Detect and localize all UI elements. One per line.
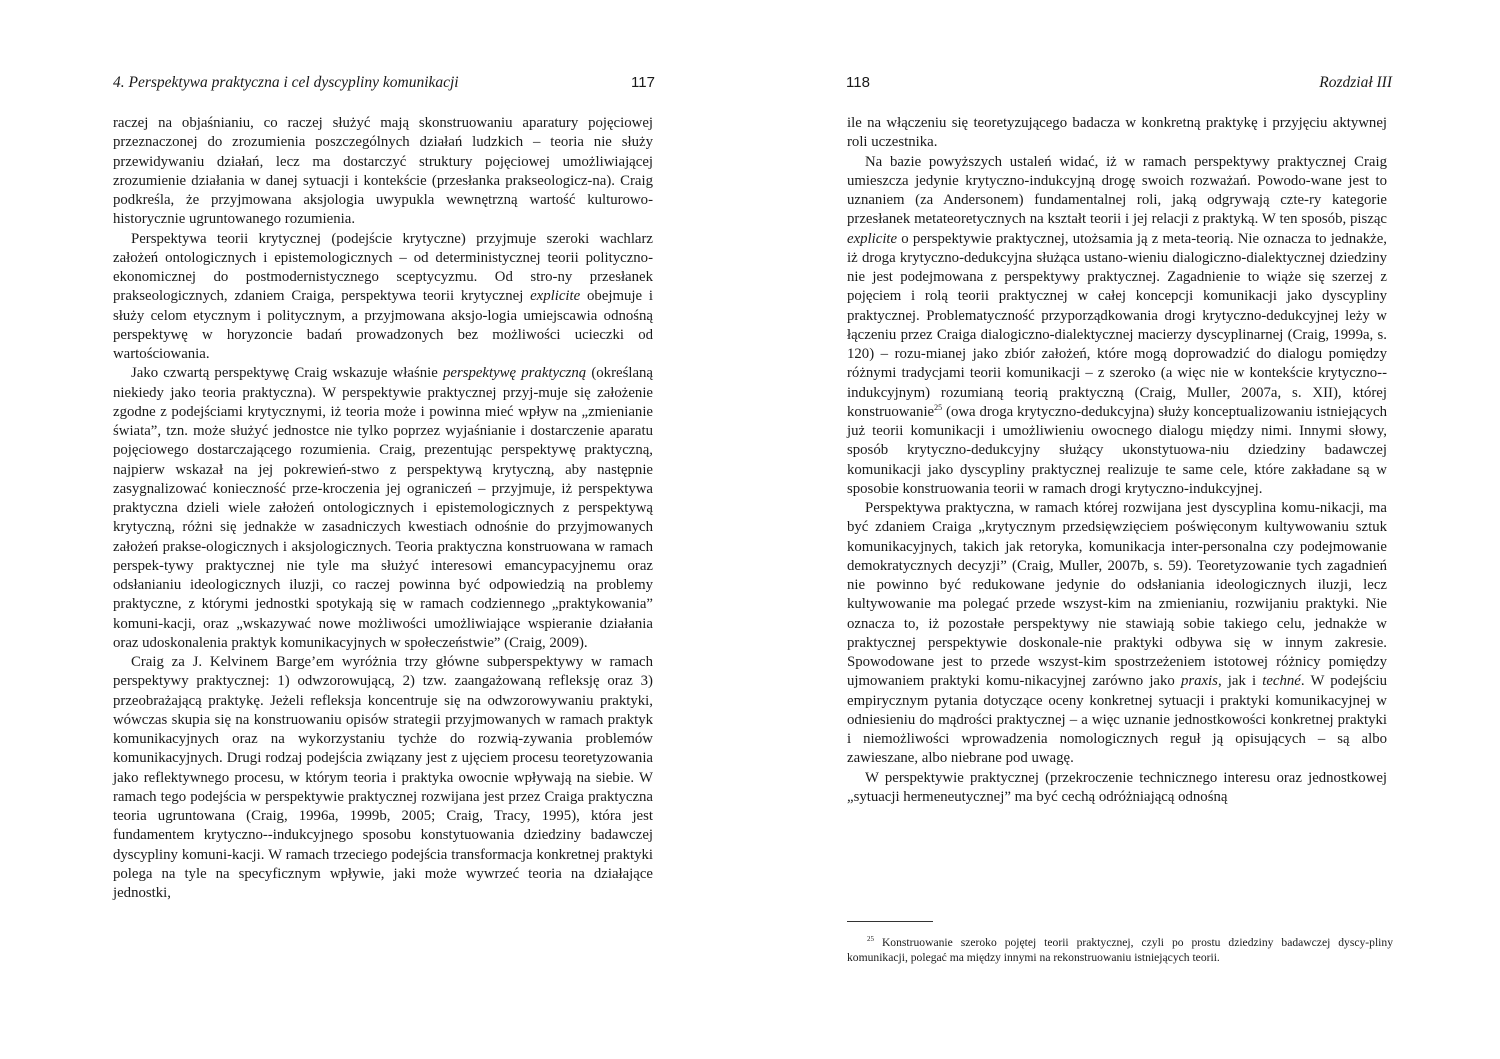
italic-text: explicite bbox=[530, 288, 581, 305]
text-run: Jako czwartą perspektywę Craig wskazuje właśnie bbox=[131, 365, 443, 382]
body-text bbox=[113, 114, 653, 903]
running-head: Rozdział III bbox=[1319, 74, 1392, 91]
text-run: ile na włączeniu się teoretyzującego badacza w konkretną praktykę i przyjęciu aktywnej roli uczestnika. bbox=[847, 115, 1387, 151]
italic-text: techné bbox=[1262, 673, 1301, 690]
text-run: Na bazie powyższych ustaleń widać, iż w ramach perspektywy praktycznej Craig umieszcza jedynie krytyczno-indukcyjną drogę swoich rozważań. Powodo-wane jest to uznaniem (za Andersonem) fundamentalnej roli, jaką odgrywają czte-ry kategorie przesłanek metateoretycznych na kształt teorii i jej relacji z praktyką. W ten sposób, pisząc bbox=[847, 153, 1387, 228]
italic-text: praxis bbox=[1180, 673, 1218, 690]
text-run: Perspektywa praktyczna, w ramach której rozwijana jest dyscyplina komu-nikacji, ma być zdaniem Craiga „krytycznym przedsięwzięciem poświęconym kultywowaniu sztuk komunikacyjnych, takich jak retoryka, komunikacja inter-personalna czy podejmowanie demokratycznych decyzji” (Craig, Muller, 2007b, s. 59). Teoretyzowanie tych zagadnień nie powinno być redukowane jedynie do odsłaniania ideologicznych iluzji, lecz kultywowanie ma polegać przede wszyst-kim na zmienianiu, rozwijaniu praktyki. Nie oznacza to, iż pozostałe perspektywy nie stawiają sobie takiego celu, jednakże w praktycznej perspektywie doskonale-nie praktyki odbywa się w innym zakresie. Spowodowane jest to przede wszyst-kim spostrzeżeniem istotowej różnicy pomiędzy ujmowaniem praktyki komu-nikacyjnej zarówno jako bbox=[847, 500, 1387, 690]
text-run: obejmuje i służy celom etycznym i politycznym, a przyjmowana aksjo-logia umiejscawia odnośną perspektywę w horyzoncie badań prowadzonych bez możliwości ucieczki od wartościowania. bbox=[113, 288, 653, 362]
text-run: o perspektywie praktycznej, utożsamia ją z meta-teorią. Nie oznacza to jednakże, iż droga krytyczno-dedukcyjna służąca ustano-wieniu dialogiczno-dialektycznej dziedziny nie jest podejmowana z perspektywy praktycznej. Zagadnienie to wiąże się szerzej z pojęciem i rolą teorii praktycznej w całej koncepcji komunikacji jako dyscypliny praktycznej. Problematyczność przyporządkowania drogi krytyczno-dedukcyjnej leży w łączeniu przez Craiga dialogiczno-dialektycznej macierzy dyscyplinarnej (Craig, 1999a, s. 120) – rozu-mianej jako zbiór założeń, które mogą doprowadzić do dialogu pomiędzy różnymi tradycjami teorii komunikacji – z szeroko (a więc nie w kontekście krytyczno--indukcyjnym) rozumianą teorią praktyczną (Craig, Muller, 2007a, s. XII), której konstruowanie bbox=[847, 230, 1387, 420]
text-run: (określaną niekiedy jako teoria praktyczna). W perspektywie praktycznej przyj-muje się założenie zgodne z podejściami krytycznymi, iż teoria może i powinna mieć wpływ na „zmienianie świata”, tzn. może służyć jednostce nie tylko poprzez wyjaśnianie i dostarczenie aparatu pojęciowego dostarczającego rozumienia. Craig, prezentując perspektywę praktyczną, najpierw wskazał na jej pokrewień-stwo z perspektywą krytyczną, aby następnie zasygnalizować konieczność prze-kroczenia jej ograniczeń – przyjmuje, iż perspektywa praktyczna dzieli wiele założeń ontologicznych i epistemologicznych z perspektywą krytyczną, różni się jednakże w zasadniczych kwestiach odnośnie do przyjmowanych założeń prakse-ologicznych i aksjologicznych. Teoria praktyczna konstruowana w ramach perspek-tywy praktycznej nie tyle ma służyć interesowi emancypacyjnemu oraz odsłanianiu ideologicznych iluzji, co raczej powinna być odpowiedzią na problemy praktyczne, z którymi jednostki spotykają się w ramach codziennego „praktykowania” komuni-kacji, oraz „wskazywać nowe możliwości umożliwiające wspieranie działania oraz udoskonalenia praktyk komunikacyjnych w społeczeństwie” (Craig, 2009). bbox=[113, 365, 653, 651]
text-run: (owa droga krytyczno-dedukcyjna) służy konceptualizowaniu istniejących już teorii komunikacji i umożliwieniu owocnego dialogu między nimi. Innymi słowy, sposób krytyczno-dedukcyjny służący ukonstytuowa-niu dziedziny badawczej komunikacji jako dyscypliny praktycznej realizuje te same cele, które zakładane są w sposobie konstruowania teorii w ramach drogi krytyczno-indukcyjnej. bbox=[847, 403, 1387, 497]
text-run: Perspektywa teorii krytycznej (podejście krytyczne) przyjmuje szeroki wachlarz założeń ontologicznych i epistemologicznych – od deterministycznej teorii polityczno-ekonomicznej do postmodernistycznego sceptycyzmu. Od stro-ny przesłanek prakseologicznych, zdaniem Craiga, perspektywa teorii krytycznej bbox=[113, 230, 653, 305]
paragraph bbox=[847, 153, 1387, 500]
text-run: , jak i bbox=[1217, 673, 1263, 690]
footnote bbox=[847, 936, 1393, 965]
text-run: . W podejściu empirycznym pytania dotyczące oceny konkretnej sytuacji i praktyki komunikacyjnej w odniesieniu do mądrości praktycznej – a więc uznanie jednostkowości konkretnej praktyki i niemożliwości wprowadzenia nomologicznych reguł ją opisujących – są albo zawieszane, albo niebrane pod uwagę. bbox=[847, 673, 1387, 767]
italic-text: perspektywę praktyczną bbox=[442, 365, 587, 382]
footnote-text: Konstruowanie szeroko pojętej teorii praktycznej, czyli po prostu dziedziny badawczej dyscy-pliny komunikacji, polegać ma między innymi na rekonstruowaniu istniejących teorii. bbox=[847, 936, 1393, 964]
footnote-reference: 25 bbox=[934, 402, 943, 412]
italic-text: explicite bbox=[847, 230, 898, 247]
right-page bbox=[750, 0, 1500, 1059]
text-run: raczej na objaśnianiu, co raczej służyć mają skonstruowaniu aparatury pojęciowej przeznaczonej do zrozumienia poszczególnych działań ludzkich – teoria nie służy przewidywaniu działań, lecz ma dostarczyć struktury pojęciowej umożliwiającej zrozumienie działania w danej sytuacji i kontekście (przesłanka prakseologicz-na). Craig podkreśla, że przyjmowana aksjologia uwypukla wewnętrzną wartość kulturowo-historycznie ugruntowanego rozumienia. bbox=[113, 115, 653, 228]
paragraph bbox=[113, 364, 653, 653]
paragraph bbox=[847, 114, 1387, 153]
footnote-marker: 25 bbox=[867, 935, 874, 943]
body-text bbox=[847, 114, 1387, 807]
text-run: Craig za J. Kelvinem Barge’em wyróżnia trzy główne subperspektywy w ramach perspektywy praktycznej: 1) odwzorowującą, 2) tzw. zaangażowaną refleksję oraz 3) przeobrażającą praktykę. Jeżeli refleksja koncentruje się na odwzorowywaniu praktyki, wówczas skupia się na konstruowaniu opisów strategii przyjmowanych w ramach praktyk komunikacyjnych oraz na wykorzystaniu tychże do rozwią-zywania problemów komunikacyjnych. Drugi rodzaj podejścia związany jest z ujęciem procesu teoretyzowania jako reflektywnego procesu, w którym teoria i praktyka owocnie wpływają na siebie. W ramach tego podejścia w perspektywie praktycznej rozwijana jest przez Craiga praktyczna teoria ugruntowana (Craig, 1996a, 1999b, 2005; Craig, Tracy, 1995), która jest fundamentem krytyczno--indukcyjnego sposobu konstytuowania dziedziny badawczej dyscypliny komuni-kacji. W ramach trzeciego podejścia transformacja konkretnej praktyki polega na tyle na specyficznym wpływie, jaki może wywrzeć teoria na działające jednostki, bbox=[113, 654, 653, 901]
paragraph bbox=[847, 499, 1387, 769]
page-number: 118 bbox=[846, 74, 870, 91]
footnote-divider bbox=[847, 921, 933, 922]
paragraph bbox=[113, 230, 653, 365]
page-number: 117 bbox=[631, 74, 655, 91]
paragraph bbox=[847, 769, 1387, 808]
text-run: W perspektywie praktycznej (przekroczenie technicznego interesu oraz jednostkowej „sytuacji hermeneutycznej” ma być cechą odróżniającą odnośną bbox=[847, 769, 1387, 805]
paragraph bbox=[113, 653, 653, 903]
paragraph bbox=[113, 114, 653, 230]
running-head: 4. Perspektywa praktyczna i cel dyscypliny komunikacji bbox=[113, 74, 459, 91]
